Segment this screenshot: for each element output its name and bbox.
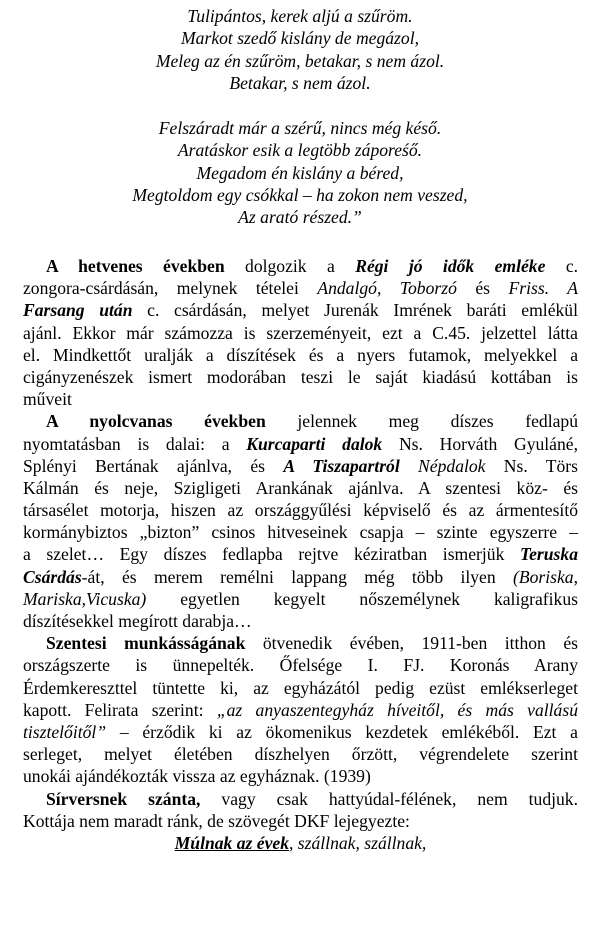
poem-line: Tulipántos, kerek aljú a szűröm. xyxy=(187,6,413,26)
poem-stanza-2 xyxy=(0,117,600,228)
paragraph-3-line: országszerte is ünnepelték. Őfelsége I. FJ. Koronás Arany xyxy=(23,655,578,676)
paragraph-2-line: kormánybiztos „bizton” csinos hitveseinek csapja – szinte egyszerre – xyxy=(23,522,578,543)
paragraph-3-line: Szentesi munkásságának ötvenedik évében, 1911-ben itthon és xyxy=(46,633,578,654)
poem-line: Megtoldom egy csókkal – ha zokon nem veszed, xyxy=(132,184,468,205)
paragraph-1-line: műveit xyxy=(23,389,72,410)
body-text xyxy=(23,255,578,854)
poem-first-line: Múlnak az évek, szállnak, szállnak, xyxy=(174,832,427,853)
poem-line: Felszáradt már a szérű, nincs még késő. xyxy=(158,118,442,138)
paragraph-2-line: Splényi Bertának ajánlva, és A Tiszapartról Népdalok Ns. Törs xyxy=(23,455,578,476)
paragraph-3-line: unokái ajándékozták vissza az egyháznak. (1939) xyxy=(23,766,371,787)
poem-line: Meleg az én szűröm, betakar, s nem ázol. xyxy=(155,50,445,71)
paragraph-1-line: cigányzenészek ismert modorában teszi le saját kiadású kottában is xyxy=(23,366,578,387)
paragraph-1-line: Farsang után c. csárdásán, melyet Jurenák Imrének baráti emlékül xyxy=(23,300,578,321)
poem-line: Betakar, s nem ázol. xyxy=(229,72,371,93)
paragraph-3-line: Érdemkereszttel tüntette ki, az egyházától pedig ezüst emlékserleget xyxy=(23,677,578,698)
poem-line: Markot szedő kislány de megázol, xyxy=(181,28,419,49)
paragraph-2-line: Mariska,Vicuska) egyetlen kegyelt nőszemélynek kaligrafikus xyxy=(23,588,578,609)
paragraph-2-line: díszítésekkel megírott darabja… xyxy=(23,611,252,631)
paragraph-3-line: serleget, melyet életében díszhelyen őrzött, végrendelete szerint xyxy=(23,744,578,765)
paragraph-1-line: ajánl. Ekkor már számozza is szerzeményeit, ezt a C.45. jelzettel látta xyxy=(23,322,578,343)
paragraph-3-line: tisztelőitől” – érződik ki az ökomenikus kezdetek emlékéből. Ezt a xyxy=(23,721,578,742)
poem-stanza-1 xyxy=(0,5,600,94)
paragraph-4-line: Sírversnek szánta, vagy csak hattyúdal-félének, nem tudjuk. xyxy=(46,788,579,809)
paragraph-2-line: Kálmán és neje, Szigligeti Arankának ajánlva. A szentesi köz- és xyxy=(23,477,578,498)
paragraph-2-line: a szelet… Egy díszes fedlapba rejtve kéziratban ismerjük Teruska xyxy=(23,544,578,565)
paragraph-4-line: Kottája nem maradt ránk, de szövegét DKF lejegyezte: xyxy=(23,810,410,831)
paragraph-1-line: A hetvenes években dolgozik a Régi jó idők emléke c. xyxy=(46,256,579,276)
poem-line: Az arató részed.” xyxy=(238,207,362,228)
paragraph-2-line: nyomtatásban is dalai: a Kurcaparti dalok Ns. Horváth Gyuláné, xyxy=(23,433,579,454)
poem-line: Aratáskor esik a legtöbb záporeśő. xyxy=(177,140,423,161)
paragraph-3-line: kapott. Felirata szerint: „az anyaszentegyház híveitől, és más vallású xyxy=(23,699,578,720)
paragraph-2-line: A nyolcvanas években jelennek meg díszes fedlapú xyxy=(46,411,578,432)
poem-line: Megadom én kislány a béred, xyxy=(196,162,404,183)
paragraph-2-line: Csárdás-át, és merem remélni lappang még több ilyen (Boriska, xyxy=(23,566,578,587)
paragraph-1-line: zongora-csárdásán, melynek tételei Andalgó, Toborzó és Friss. A xyxy=(23,278,579,299)
paragraph-2-line: társasélet motorja, hiszen az országgyűlési képviselő és az ármentesítő xyxy=(23,500,578,521)
paragraph-1-line: el. Mindkettőt uralják a díszítések és a nyers futamok, melyekkel a xyxy=(23,344,578,365)
